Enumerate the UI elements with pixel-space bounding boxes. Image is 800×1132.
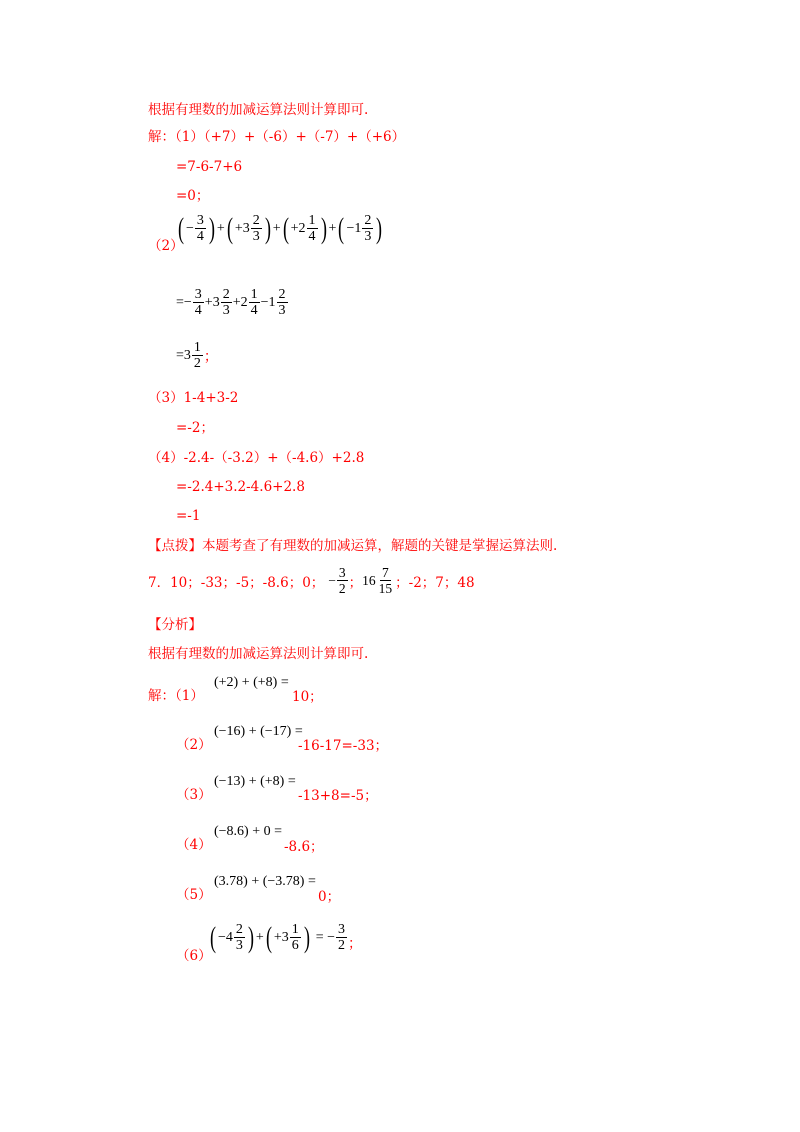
solution2-expr5: (3.78) + (−3.78) = bbox=[214, 874, 316, 889]
part2-expression: ( − $\frac{3}{4}$ ) + ( +3 $\frac{2}{3}$ ) + ( +2 $\frac{1}{4}$ ) + ( −1 $\frac{2}{3}$ ) bbox=[178, 211, 383, 245]
q7-prefix: 7．10；-33；-5；-8.6；0； bbox=[148, 574, 325, 591]
part2-label: （2） bbox=[148, 238, 184, 254]
analysis-heading: 【分析】 bbox=[148, 617, 202, 633]
intro-text: 根据有理数的加减运算法则计算即可. bbox=[148, 102, 369, 118]
intro-text-2: 根据有理数的加减运算法则计算即可. bbox=[148, 646, 369, 662]
solution2-item3: （3） bbox=[176, 787, 212, 803]
solution2-ans2: -16-17=-33； bbox=[298, 738, 389, 754]
solution2-ans3: -13+8=-5； bbox=[298, 788, 378, 804]
tip-text: 【点拨】本题考查了有理数的加减运算，解题的关键是掌握运算法则. bbox=[148, 538, 558, 554]
part4-step1: =-2.4+3.2-4.6+2.8 bbox=[176, 479, 305, 495]
solution2-item6: （6） bbox=[176, 948, 212, 964]
solution2-item4: （4） bbox=[176, 837, 212, 853]
solution2-item1: 解：（1） bbox=[148, 688, 204, 704]
solution2-expr6: ( −4 $\frac{2}{3}$ ) + ( +3 $\frac{1}{6}$ ) = − $\frac{3}{2}$ ； bbox=[210, 920, 363, 954]
part1-step1: =7-6-7+6 bbox=[176, 159, 243, 175]
solution2-item2: （2） bbox=[176, 737, 212, 753]
part4-step2: =-1 bbox=[176, 508, 201, 524]
solution-label: 解： bbox=[148, 129, 175, 145]
part2-step1: =− $\frac{3}{4}$ +3 $\frac{2}{3}$ +2 $\frac{1}{4}$ −1 $\frac{2}{3}$ bbox=[176, 287, 286, 318]
solution2-expr4: (−8.6) + 0 = bbox=[214, 824, 283, 839]
solution2-expr3: (−13) + (+8) = bbox=[214, 774, 296, 789]
solution2-item5: （5） bbox=[176, 887, 212, 903]
part3-step1: =-2； bbox=[176, 420, 214, 436]
solution2-ans1: 10； bbox=[292, 689, 323, 705]
part1-expression: （1）（+7）+（-6）+（-7）+（+6） bbox=[175, 129, 406, 145]
part2-result: =3 $\frac{1}{2}$ ； bbox=[176, 340, 218, 371]
solution2-expr1: (+2) + (+8) = bbox=[214, 675, 289, 690]
part1-heading bbox=[148, 128, 405, 146]
q7-answers: 7．10；-33；-5；-8.6；0； − $\frac{3}{2}$ ； 16 $\frac{7}{15}$ ；-2；7；48 bbox=[148, 565, 475, 596]
solution2-ans5: 0； bbox=[318, 889, 341, 905]
part1-step2: =0； bbox=[176, 188, 210, 204]
solution2-ans4: -8.6； bbox=[284, 839, 324, 855]
part4-heading: （4）-2.4-（-3.2）+（-4.6）+2.8 bbox=[148, 450, 365, 466]
solution2-expr2: (−16) + (−17) = bbox=[214, 724, 303, 739]
part3-heading: （3）1-4+3-2 bbox=[148, 390, 239, 406]
